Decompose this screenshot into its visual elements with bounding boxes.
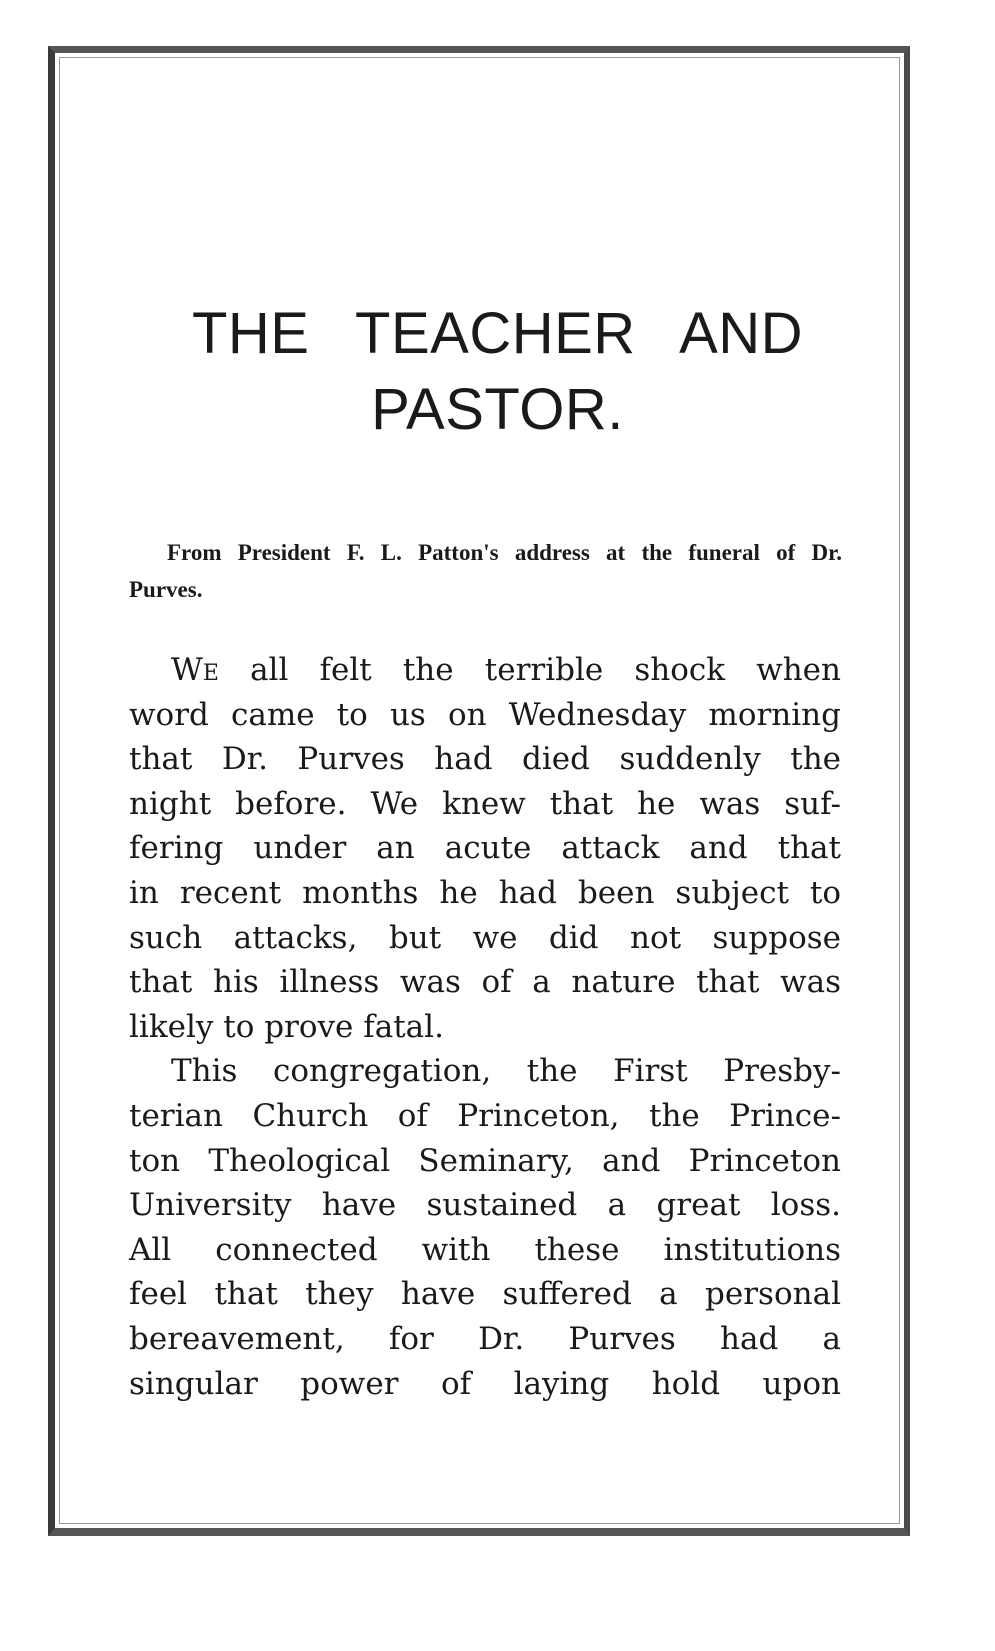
text-line: that Dr. Purves had died suddenly the (129, 741, 841, 778)
text-line: night before. We knew that he was suf- (129, 785, 841, 822)
text-line: All connected with these institutions (129, 1231, 841, 1268)
text-line: likely to prove fatal. (129, 1008, 444, 1045)
first-word-small-caps: We (171, 652, 219, 688)
text-line: such attacks, but we did not suppose (129, 919, 841, 956)
line-1-rest: all felt the terrible shock when (218, 652, 841, 688)
title-line-2: PASTOR. (371, 377, 624, 442)
text-line: fering under an acute attack and that (129, 830, 841, 867)
text-line: This congregation, the First Presby- (171, 1053, 841, 1090)
text-line: bereavement, for Dr. Purves had a (129, 1320, 841, 1357)
page-title (0, 296, 995, 448)
text-line: ton Theological Seminary, and Princeton (129, 1142, 841, 1179)
text-line: terian Church of Princeton, the Prince- (129, 1097, 841, 1134)
title-line-1: THE TEACHER AND (191, 301, 804, 366)
text-line: that his illness was of a nature that was (129, 964, 841, 1001)
text-line: feel that they have suffered a personal (129, 1276, 841, 1313)
text-line (129, 648, 841, 693)
body-text (129, 648, 841, 1406)
text-line: singular power of laying hold upon (129, 1365, 841, 1402)
byline: From President F. L. Patton's address at the funeral of Dr. Purves. (129, 540, 842, 602)
text-line: word came to us on Wednesday morning (129, 696, 841, 733)
text-line: in recent months he had been subject to (129, 874, 841, 911)
text-line: University have sustained a great loss. (129, 1187, 841, 1224)
